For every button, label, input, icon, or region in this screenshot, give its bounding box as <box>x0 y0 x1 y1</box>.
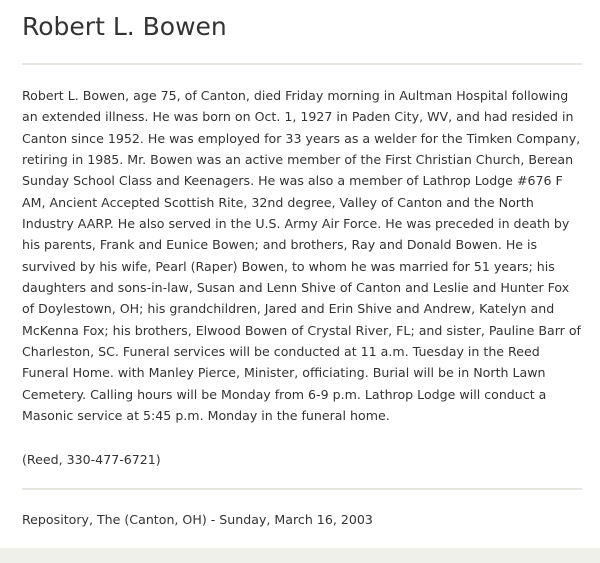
source-divider <box>22 488 582 490</box>
obituary-body: Robert L. Bowen, age 75, of Canton, died Friday morning in Aultman Hospital following an extended illness. He was born on Oct. 1, 1927 in Paden City, WV, and had resided in Canton since 1952. He was employed for 33 years as a welder for the Timken Company, retiring in 1985. Mr. Bowen was an active member of the First Christian Church, Berean Sunday School Class and Keenagers. He was also a member of Lathrop Lodge #676 F AM, Ancient Accepted Scottish Rite, 32nd degree, Valley of Canton and the North Industry AARP. He also served in the U.S. Army Air Force. He was preceded in death by his parents, Frank and Eunice Bowen; and brothers, Ray and Donald Bowen. He is survived by his wife, Pearl (Raper) Bowen, to whom he was married for 51 years; his daughters and sons-in-law, Susan and Lenn Shive of Canton and Leslie and Hunter Fox of Doylestown, OH; his grandchildren, Jared and Erin Shive and Andrew, Katelyn and McKenna Fox; his brothers, Elwood Bowen of Crystal River, FL; and sister, Pauline Barr of Charleston, SC. Funeral services will be conducted at 11 a.m. Tuesday in the Reed Funeral Home. with Manley Pierce, Minister, officiating. Burial will be in North Lawn Cemetery. Calling hours will be Monday from 6-9 p.m. Lathrop Lodge will conduct a Masonic service at 5:45 p.m. Monday in the funeral home. <box>22 88 581 424</box>
footer-band <box>0 548 600 563</box>
funeral-home-contact: (Reed, 330-477-6721) <box>22 452 161 467</box>
title-divider <box>22 63 582 65</box>
source-citation: Repository, The (Canton, OH) - Sunday, March 16, 2003 <box>22 512 373 527</box>
page-title: Robert L. Bowen <box>22 12 227 41</box>
